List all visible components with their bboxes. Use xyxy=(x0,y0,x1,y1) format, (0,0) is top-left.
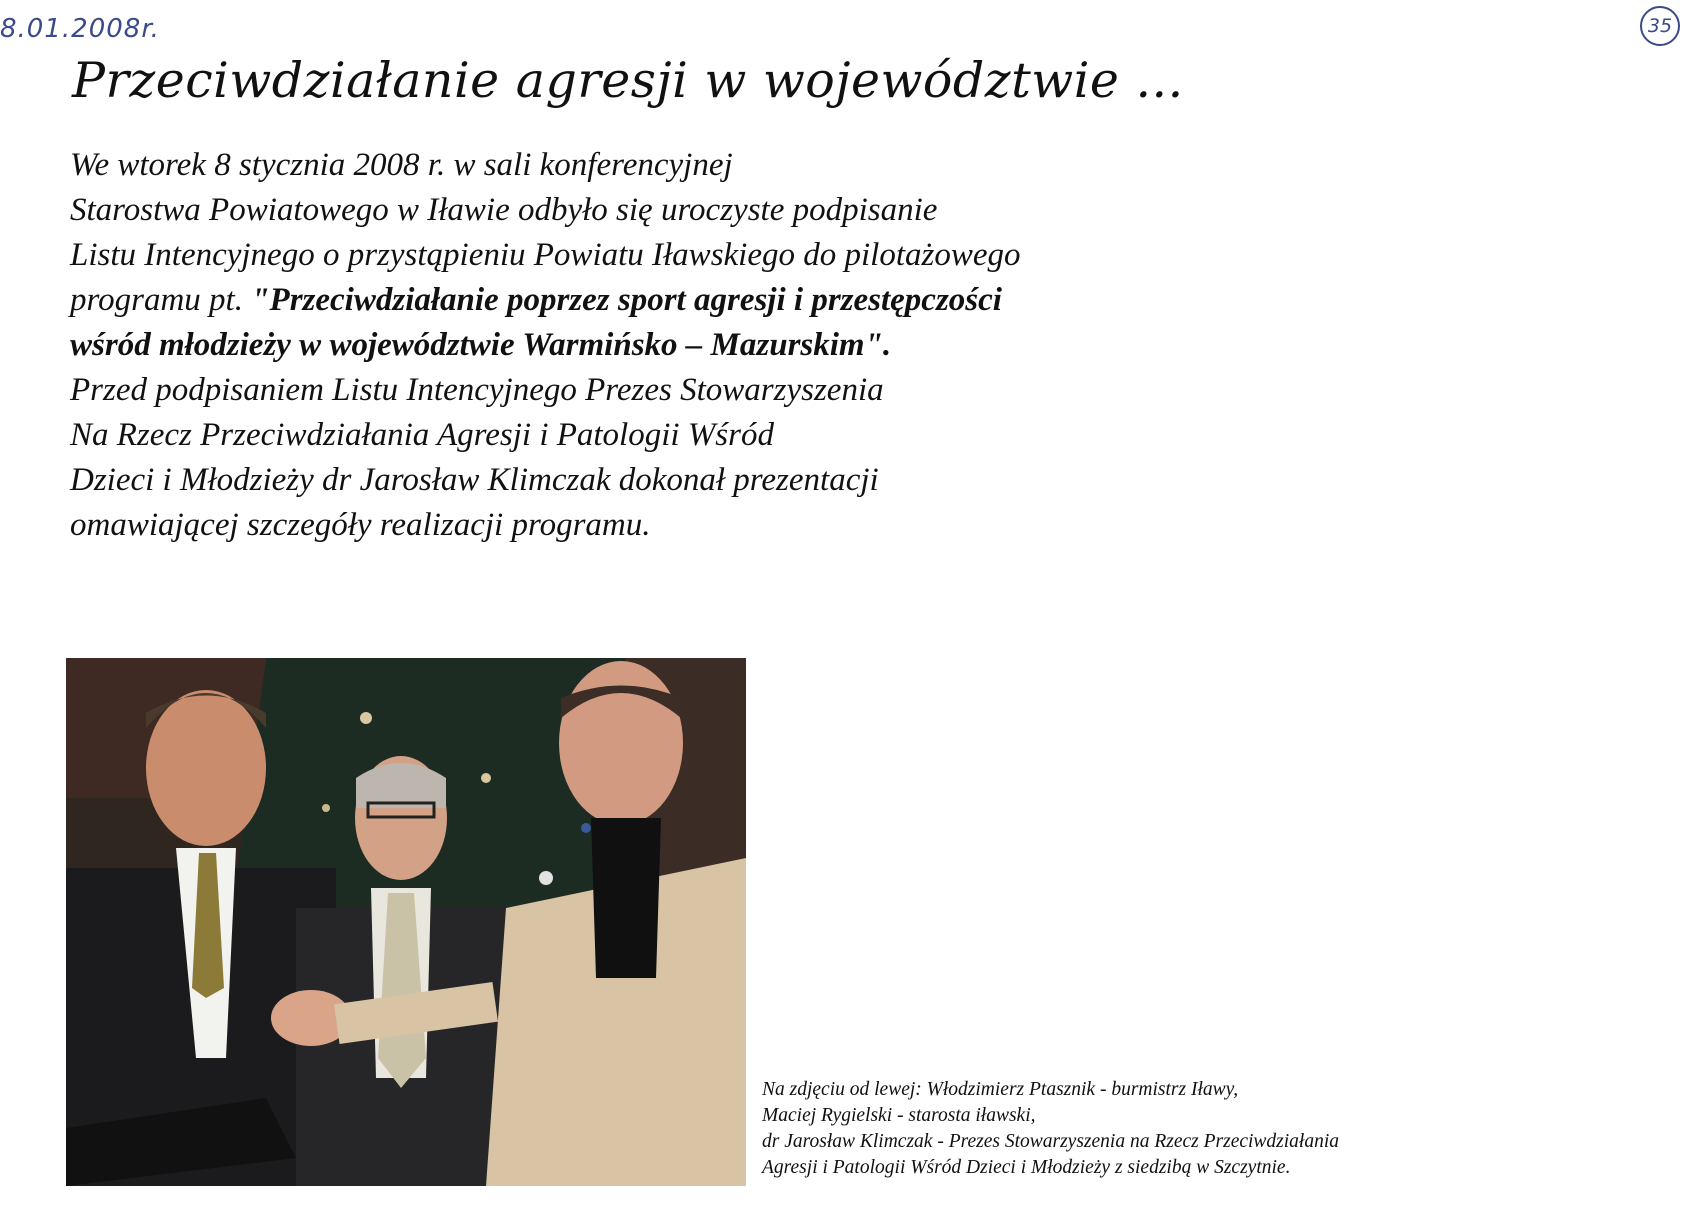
body-line: Dzieci i Młodzieży dr Jarosław Klimczak dokonał prezentacji xyxy=(70,462,879,498)
program-title-part1: "Przeciwdziałanie poprzez sport agresji i przestępczości xyxy=(251,282,1002,318)
photo-caption xyxy=(762,1077,1662,1181)
handwritten-date-text: 8.01.2008r. xyxy=(0,14,160,44)
body-line: Starostwa Powiatowego w Iławie odbyło się uroczyste podpisanie xyxy=(70,192,938,228)
article-title: Przeciwdziałanie agresji w województwie ... xyxy=(72,52,1184,109)
article-body xyxy=(70,143,1450,548)
body-line: Listu Intencyjnego o przystąpieniu Powiatu Iławskiego do pilotażowego xyxy=(70,237,1021,273)
body-line: We wtorek 8 stycznia 2008 r. w sali konferencyjnej xyxy=(70,147,733,183)
handwritten-page-number-text: 35 xyxy=(1647,15,1673,37)
caption-line: dr Jarosław Klimczak - Prezes Stowarzyszenia na Rzecz Przeciwdziałania xyxy=(762,1131,1340,1152)
caption-line: Na zdjęciu od lewej: Włodzimierz Ptasznik - burmistrz Iławy, xyxy=(762,1079,1239,1100)
body-line-plain: programu pt. xyxy=(70,282,252,318)
photo-illustration xyxy=(66,658,746,1186)
body-line: Na Rzecz Przeciwdziałania Agresji i Patologii Wśród xyxy=(70,417,774,453)
body-line: Przed podpisaniem Listu Intencyjnego Prezes Stowarzyszenia xyxy=(70,372,884,408)
event-photo xyxy=(66,658,746,1186)
handwritten-date xyxy=(0,14,160,44)
body-line xyxy=(70,278,1450,323)
caption-line: Agresji i Patologii Wśród Dzieci i Młodzieży z siedzibą w Szczytnie. xyxy=(762,1157,1291,1178)
caption-line: Maciej Rygielski - starosta iławski, xyxy=(762,1105,1036,1126)
handwritten-page-number xyxy=(1640,6,1680,46)
program-title-part2: wśród młodzieży w województwie Warmińsko – Mazurskim". xyxy=(70,327,892,363)
body-line: omawiającej szczegóły realizacji programu. xyxy=(70,507,651,543)
